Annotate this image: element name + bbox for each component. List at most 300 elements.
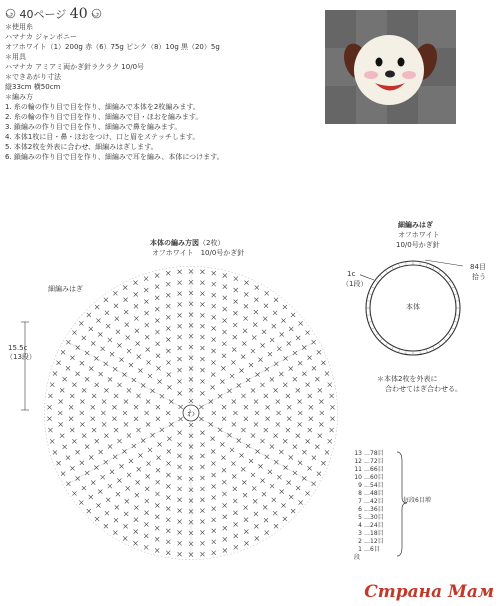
- single-crochet-stitch: [59, 422, 63, 426]
- single-crochet-stitch: [116, 330, 120, 334]
- single-crochet-stitch: [211, 349, 215, 353]
- single-crochet-stitch: [133, 541, 137, 545]
- single-crochet-stitch: [268, 352, 272, 356]
- single-crochet-stitch: [146, 461, 150, 465]
- join-right-label: 84目: [470, 263, 486, 271]
- single-crochet-stitch: [260, 343, 264, 347]
- single-crochet-stitch: [177, 335, 181, 339]
- row-number: 10: [354, 474, 362, 481]
- single-crochet-stitch: [126, 336, 130, 340]
- single-crochet-stitch: [200, 313, 204, 317]
- increase-line: [199, 418, 314, 484]
- single-crochet-stitch: [298, 399, 302, 403]
- single-crochet-stitch: [177, 379, 181, 383]
- single-crochet-stitch: [99, 450, 103, 454]
- single-crochet-stitch: [72, 383, 76, 387]
- single-crochet-stitch: [212, 338, 216, 342]
- single-crochet-stitch: [211, 449, 215, 453]
- single-crochet-stitch: [254, 310, 258, 314]
- single-crochet-stitch: [237, 439, 241, 443]
- single-crochet-stitch: [145, 323, 149, 327]
- single-crochet-stitch: [244, 541, 248, 545]
- join-left-label: （1段）: [342, 280, 368, 288]
- single-crochet-stitch: [137, 355, 141, 359]
- single-crochet-stitch: [212, 326, 216, 330]
- single-crochet-stitch: [239, 453, 243, 457]
- single-crochet-stitch: [104, 362, 108, 366]
- single-crochet-stitch: [166, 484, 170, 488]
- single-crochet-stitch: [108, 444, 112, 448]
- single-crochet-stitch: [146, 360, 150, 364]
- join-stitch: [375, 280, 378, 282]
- single-crochet-stitch: [158, 380, 162, 384]
- single-crochet-stitch: [72, 439, 76, 443]
- single-crochet-stitch: [61, 350, 65, 354]
- single-crochet-stitch: [136, 428, 140, 432]
- join-stitch: [454, 293, 458, 294]
- single-crochet-stitch: [264, 518, 268, 522]
- single-crochet-stitch: [132, 378, 136, 382]
- single-crochet-stitch: [212, 507, 216, 511]
- single-crochet-stitch: [91, 481, 95, 485]
- single-crochet-stitch: [146, 347, 150, 351]
- single-crochet-stitch: [47, 417, 51, 421]
- single-crochet-stitch: [200, 281, 204, 285]
- single-crochet-stitch: [252, 486, 256, 490]
- page-label: 40ページ: [19, 8, 67, 21]
- single-crochet-stitch: [244, 505, 248, 509]
- single-crochet-stitch: [48, 394, 52, 398]
- single-crochet-stitch: [104, 298, 108, 302]
- single-crochet-stitch: [166, 304, 170, 308]
- row-number: 8: [358, 490, 362, 497]
- single-crochet-stitch: [59, 400, 63, 404]
- single-crochet-stitch: [177, 498, 181, 502]
- single-crochet-stitch: [244, 405, 248, 409]
- single-crochet-stitch: [57, 361, 61, 365]
- stitch-count: …18目: [364, 530, 384, 537]
- single-crochet-stitch: [127, 349, 131, 353]
- single-crochet-stitch: [166, 293, 170, 297]
- single-crochet-stitch: [155, 503, 159, 507]
- single-crochet-stitch: [319, 400, 323, 404]
- single-crochet-stitch: [108, 338, 112, 342]
- yarn-heading: ＊使用糸: [5, 23, 33, 31]
- row-number: 11: [354, 466, 362, 473]
- single-crochet-stitch: [132, 444, 136, 448]
- join-stitch: [451, 328, 455, 330]
- stitch-count: …66目: [364, 466, 384, 473]
- single-crochet-stitch: [125, 323, 129, 327]
- join-title: 細編みはぎ: [398, 221, 433, 229]
- single-crochet-stitch: [231, 360, 235, 364]
- single-crochet-stitch: [306, 383, 310, 387]
- single-crochet-stitch: [110, 352, 114, 356]
- single-crochet-stitch: [274, 388, 278, 392]
- join-stitch: [426, 263, 427, 267]
- single-crochet-stitch: [85, 445, 89, 449]
- single-crochet-stitch: [233, 511, 237, 515]
- single-crochet-stitch: [166, 338, 170, 342]
- single-crochet-stitch: [155, 526, 159, 530]
- single-crochet-stitch: [66, 456, 70, 460]
- single-crochet-stitch: [95, 383, 99, 387]
- single-crochet-stitch: [265, 405, 269, 409]
- single-crochet-stitch: [114, 428, 118, 432]
- single-crochet-stitch: [76, 476, 80, 480]
- single-crochet-stitch: [166, 411, 170, 415]
- table-row: [352, 530, 384, 538]
- single-crochet-stitch: [72, 491, 76, 495]
- single-crochet-stitch: [155, 307, 159, 311]
- single-crochet-stitch: [89, 366, 93, 370]
- single-crochet-stitch: [223, 318, 227, 322]
- single-crochet-stitch: [156, 354, 160, 358]
- stitch-count: …54目: [364, 482, 384, 489]
- single-crochet-stitch: [272, 498, 276, 502]
- single-crochet-stitch: [291, 313, 295, 317]
- join-stitch: [443, 338, 446, 341]
- single-crochet-stitch: [302, 372, 306, 376]
- single-crochet-stitch: [296, 434, 300, 438]
- single-crochet-stitch: [274, 362, 278, 366]
- single-crochet-stitch: [200, 541, 204, 545]
- single-crochet-stitch: [309, 417, 313, 421]
- single-crochet-stitch: [296, 336, 300, 340]
- single-crochet-stitch: [146, 474, 150, 478]
- join-stitch: [371, 328, 375, 330]
- row-number: 7: [358, 498, 362, 505]
- single-crochet-stitch: [178, 281, 182, 285]
- single-crochet-stitch: [66, 366, 70, 370]
- single-crochet-stitch: [200, 442, 204, 446]
- single-crochet-stitch: [212, 293, 216, 297]
- table-row: [352, 466, 384, 474]
- join-left-label: 1c: [347, 270, 356, 278]
- single-crochet-stitch: [283, 383, 287, 387]
- instructions: [5, 22, 224, 162]
- single-crochet-stitch: [126, 486, 130, 490]
- spiral-icon: [5, 8, 20, 21]
- single-crochet-stitch: [239, 368, 243, 372]
- single-crochet-stitch: [283, 517, 287, 521]
- single-crochet-stitch: [281, 318, 285, 322]
- single-crochet-stitch: [222, 468, 226, 472]
- single-crochet-stitch: [249, 459, 253, 463]
- single-crochet-stitch: [166, 518, 170, 522]
- single-crochet-stitch: [177, 520, 181, 524]
- single-crochet-stitch: [317, 350, 321, 354]
- single-crochet-stitch: [150, 433, 154, 437]
- join-stitch: [380, 275, 383, 278]
- single-crochet-stitch: [112, 417, 116, 421]
- single-crochet-stitch: [145, 487, 149, 491]
- single-crochet-stitch: [169, 400, 173, 404]
- single-crochet-stitch: [200, 270, 204, 274]
- single-crochet-stitch: [155, 492, 159, 496]
- single-crochet-stitch: [137, 467, 141, 471]
- single-crochet-stitch: [80, 411, 84, 415]
- join-stitch: [398, 263, 399, 267]
- single-crochet-stitch: [177, 357, 181, 361]
- single-crochet-stitch: [244, 417, 248, 421]
- single-crochet-stitch: [317, 472, 321, 476]
- single-crochet-stitch: [144, 511, 148, 515]
- join-stitch: [380, 338, 383, 341]
- single-crochet-stitch: [104, 388, 108, 392]
- single-crochet-stitch: [233, 311, 237, 315]
- single-crochet-stitch: [113, 367, 117, 371]
- single-crochet-stitch: [200, 530, 204, 534]
- join-stitch: [455, 315, 459, 316]
- single-crochet-stitch: [80, 461, 84, 465]
- stitch-count: …72目: [364, 458, 384, 465]
- single-crochet-stitch: [82, 336, 86, 340]
- single-crochet-stitch: [127, 388, 131, 392]
- single-crochet-stitch: [70, 394, 74, 398]
- single-crochet-stitch: [135, 493, 139, 497]
- join-stitch: [385, 343, 387, 346]
- single-crochet-stitch: [94, 466, 98, 470]
- single-crochet-stitch: [92, 428, 96, 432]
- single-crochet-stitch: [242, 480, 246, 484]
- single-crochet-stitch: [277, 347, 281, 351]
- single-crochet-stitch: [178, 391, 182, 395]
- single-crochet-stitch: [287, 481, 291, 485]
- single-crochet-stitch: [155, 548, 159, 552]
- join-stitch: [454, 321, 458, 322]
- step: 1. 糸の輪の作り目で目を作り、細編みで本体を2枚編みます。: [5, 103, 200, 111]
- single-crochet-stitch: [166, 507, 170, 511]
- single-crochet-stitch: [124, 399, 128, 403]
- single-crochet-stitch: [87, 509, 91, 513]
- single-crochet-stitch: [244, 292, 248, 296]
- single-crochet-stitch: [232, 474, 236, 478]
- single-crochet-stitch: [254, 524, 258, 528]
- single-crochet-stitch: [200, 454, 204, 458]
- single-crochet-stitch: [200, 335, 204, 339]
- single-crochet-stitch: [212, 282, 216, 286]
- join-stitch: [420, 350, 421, 354]
- single-crochet-stitch: [212, 484, 216, 488]
- row-number: 2: [358, 538, 362, 545]
- single-crochet-stitch: [254, 512, 258, 516]
- single-crochet-stitch: [209, 422, 213, 426]
- single-crochet-stitch: [218, 394, 222, 398]
- single-crochet-stitch: [302, 346, 306, 350]
- single-crochet-stitch: [144, 277, 148, 281]
- single-crochet-stitch: [212, 271, 216, 275]
- single-crochet-stitch: [167, 385, 171, 389]
- stitch-count: …6目: [364, 546, 380, 553]
- single-crochet-stitch: [274, 460, 278, 464]
- single-crochet-stitch: [166, 326, 170, 330]
- single-crochet-stitch: [102, 422, 106, 426]
- single-crochet-stitch: [80, 361, 84, 365]
- single-crochet-stitch: [330, 417, 334, 421]
- single-crochet-stitch: [307, 466, 311, 470]
- single-crochet-stitch: [166, 271, 170, 275]
- single-crochet-stitch: [119, 358, 123, 362]
- row-number: 13: [354, 450, 362, 457]
- single-crochet-stitch: [87, 313, 91, 317]
- join-stitch: [438, 343, 440, 346]
- single-crochet-stitch: [270, 338, 274, 342]
- single-crochet-stitch: [200, 324, 204, 328]
- single-crochet-stitch: [230, 374, 234, 378]
- step: 5. 本体2枚を外表に合わせ、細編みはぎします。: [5, 143, 158, 151]
- single-crochet-stitch: [98, 489, 102, 493]
- single-crochet-stitch: [66, 482, 70, 486]
- row-number: 5: [358, 514, 362, 521]
- single-crochet-stitch: [115, 317, 119, 321]
- single-crochet-stitch: [272, 324, 276, 328]
- single-crochet-stitch: [283, 466, 287, 470]
- single-crochet-stitch: [223, 273, 227, 277]
- single-crochet-stitch: [315, 445, 319, 449]
- single-crochet-stitch: [116, 492, 120, 496]
- single-crochet-stitch: [144, 311, 148, 315]
- row-number: 4: [358, 522, 362, 529]
- table-row: [352, 482, 384, 490]
- single-crochet-stitch: [145, 411, 149, 415]
- single-crochet-stitch: [113, 291, 117, 295]
- single-crochet-stitch: [298, 361, 302, 365]
- single-crochet-stitch: [156, 405, 160, 409]
- single-crochet-stitch: [274, 434, 278, 438]
- single-crochet-stitch: [101, 411, 105, 415]
- single-crochet-stitch: [50, 439, 54, 443]
- single-crochet-stitch: [251, 473, 255, 477]
- single-crochet-stitch: [293, 445, 297, 449]
- single-crochet-stitch: [75, 450, 79, 454]
- single-crochet-stitch: [222, 330, 226, 334]
- single-crochet-stitch: [166, 461, 170, 465]
- single-crochet-stitch: [280, 489, 284, 493]
- single-crochet-stitch: [141, 383, 145, 387]
- single-crochet-stitch: [230, 448, 234, 452]
- single-crochet-stitch: [200, 391, 204, 395]
- single-crochet-stitch: [244, 281, 248, 285]
- single-crochet-stitch: [119, 464, 123, 468]
- single-crochet-stitch: [75, 372, 79, 376]
- single-crochet-stitch: [122, 449, 126, 453]
- single-crochet-stitch: [82, 486, 86, 490]
- single-crochet-stitch: [312, 456, 316, 460]
- single-crochet-stitch: [212, 315, 216, 319]
- single-crochet-stitch: [177, 442, 181, 446]
- single-crochet-stitch: [145, 499, 149, 503]
- single-crochet-stitch: [231, 461, 235, 465]
- stitch-count-table: [352, 450, 384, 562]
- single-crochet-stitch: [277, 411, 281, 415]
- single-crochet-stitch: [178, 541, 182, 545]
- single-crochet-stitch: [212, 551, 216, 555]
- single-crochet-stitch: [210, 385, 214, 389]
- row-number: 3: [358, 530, 362, 537]
- single-crochet-stitch: [253, 323, 257, 327]
- tools: ハマナカ アミアミ両かぎ針ラクラク 10/0号: [5, 63, 145, 71]
- single-crochet-stitch: [222, 342, 226, 346]
- single-crochet-stitch: [160, 394, 164, 398]
- single-crochet-stitch: [82, 388, 86, 392]
- single-crochet-stitch: [263, 505, 267, 509]
- single-crochet-stitch: [212, 411, 216, 415]
- single-crochet-stitch: [72, 330, 76, 334]
- single-crochet-stitch: [302, 450, 306, 454]
- single-crochet-stitch: [262, 492, 266, 496]
- single-crochet-stitch: [156, 456, 160, 460]
- single-crochet-stitch: [144, 299, 148, 303]
- yarn-name: ハマナカ ジャンボニー: [5, 33, 77, 41]
- single-crochet-stitch: [296, 388, 300, 392]
- single-crochet-stitch: [200, 552, 204, 556]
- single-crochet-stitch: [200, 302, 204, 306]
- single-crochet-stitch: [85, 377, 89, 381]
- tools-heading: ＊用具: [5, 53, 26, 61]
- join-stitch: [426, 349, 427, 353]
- single-crochet-stitch: [246, 378, 250, 382]
- single-crochet-stitch: [289, 495, 293, 499]
- single-crochet-stitch: [258, 464, 262, 468]
- chart-subtitle: オフホワイト 10/0号かぎ針: [152, 249, 245, 257]
- single-crochet-stitch: [167, 449, 171, 453]
- single-crochet-stitch: [251, 349, 255, 353]
- single-crochet-stitch: [232, 399, 236, 403]
- single-crochet-stitch: [99, 372, 103, 376]
- single-crochet-stitch: [148, 448, 152, 452]
- single-crochet-stitch: [101, 347, 105, 351]
- single-crochet-stitch: [283, 356, 287, 360]
- single-crochet-stitch: [134, 316, 138, 320]
- single-crochet-stitch: [329, 428, 333, 432]
- single-crochet-stitch: [167, 437, 171, 441]
- stitch-count: …24目: [364, 522, 384, 529]
- single-crochet-stitch: [166, 282, 170, 286]
- single-crochet-stitch: [199, 417, 203, 421]
- single-crochet-stitch: [136, 341, 140, 345]
- single-crochet-stitch: [123, 411, 127, 415]
- single-crochet-stitch: [232, 422, 236, 426]
- single-crochet-stitch: [178, 270, 182, 274]
- single-crochet-stitch: [134, 304, 138, 308]
- join-stitch: [443, 275, 446, 278]
- single-crochet-stitch: [233, 411, 237, 415]
- single-crochet-stitch: [105, 511, 109, 515]
- single-crochet-stitch: [200, 476, 204, 480]
- single-crochet-stitch: [133, 281, 137, 285]
- single-crochet-stitch: [318, 434, 322, 438]
- single-crochet-stitch: [166, 551, 170, 555]
- single-crochet-stitch: [308, 428, 312, 432]
- single-crochet-stitch: [167, 372, 171, 376]
- table-row: [352, 546, 384, 554]
- single-crochet-stitch: [200, 509, 204, 513]
- step: 3. 鎖編みの作り目で目を作り、細編みで鼻を編みます。: [5, 123, 182, 131]
- single-crochet-stitch: [117, 439, 121, 443]
- single-crochet-stitch: [144, 522, 148, 526]
- single-crochet-stitch: [264, 428, 268, 432]
- join-stitch: [367, 301, 371, 302]
- single-crochet-stitch: [70, 428, 74, 432]
- single-crochet-stitch: [124, 512, 128, 516]
- join-stitch: [448, 333, 451, 335]
- join-stitch: [438, 270, 440, 273]
- stitch-count: …36目: [364, 506, 384, 513]
- single-crochet-stitch: [251, 433, 255, 437]
- single-crochet-stitch: [177, 302, 181, 306]
- single-crochet-stitch: [276, 422, 280, 426]
